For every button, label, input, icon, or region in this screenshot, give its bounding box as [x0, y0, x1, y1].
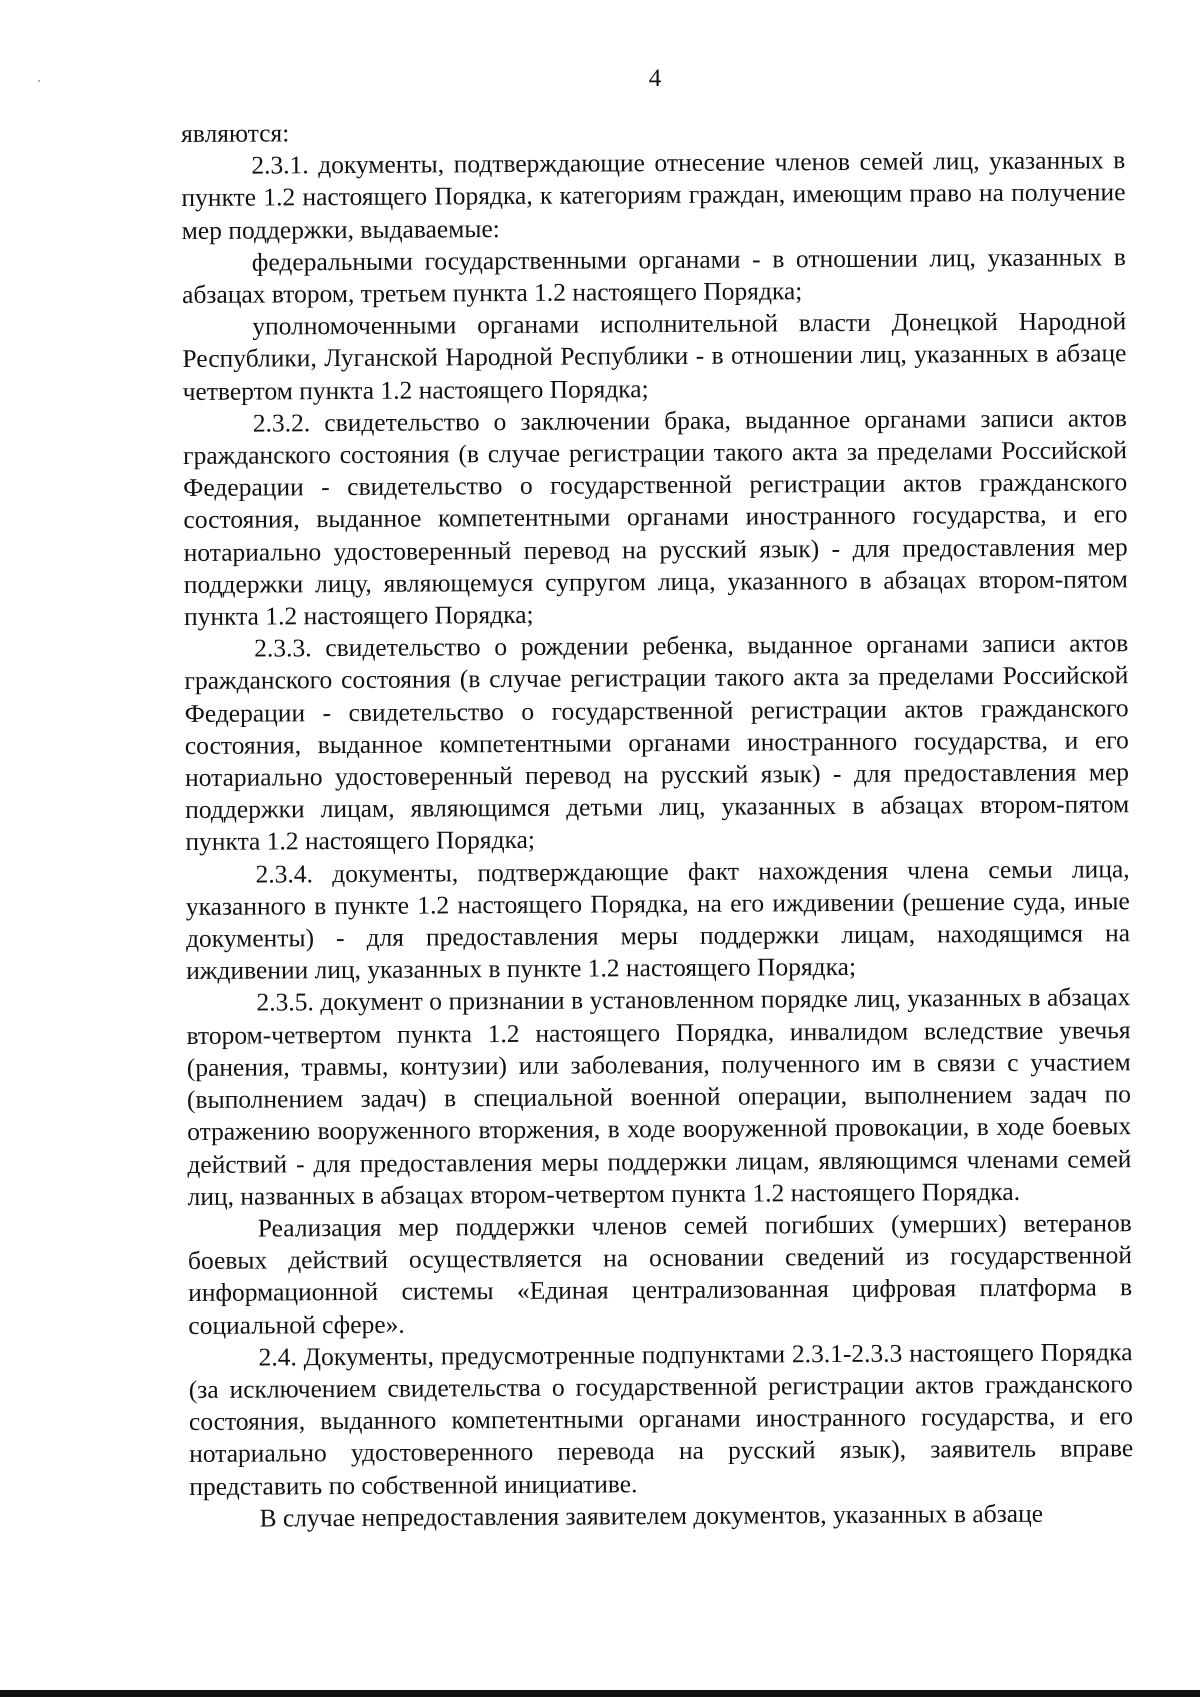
scan-bottom-edge [0, 1690, 1200, 1697]
paragraph-2-4: 2.4. Документы, предусмотренные подпунктами 2.3.1-2.3.3 настоящего Порядка (за исключением свидетельства о государственной регистрации актов гражданского состояния, выданного компетентными органами иностранного государства, и его нотариально удостоверенного перевода на русский язык), заявитель вправе представить по собственной инициативе. [188, 1336, 1134, 1501]
paragraph: Реализация мер поддержки членов семей погибших (умерших) ветеранов боевых действий осуществляется на основании сведений из государственной информационной системы «Единая централизованная цифровая платформа в социальной сфере». [187, 1208, 1133, 1340]
page-number: 4 [648, 65, 662, 92]
paragraph: В случае непредоставления заявителем документов, указанных в абзаце [259, 1498, 1044, 1533]
paragraph-2-3-4: 2.3.4. документы, подтверждающие факт нахождения члена семьи лица, указанного в пункте 1.2 настоящего Порядка, на его иждивении (решение суда, иные документы) - для предоставления меры поддержки лицам, находящимся на иждивении лиц, указанных в пункте 1.2 настоящего Порядка; [185, 853, 1131, 986]
paragraph-2-3-3: 2.3.3. свидетельство о рождении ребенка, выданное органами записи актов гражданского состояния (в случае регистрации такого акта за пределами Российской Федерации - свидетельство о государственной регистрации актов гражданского состояния, выданное компетентными органами иностранного государства, и его нотариально удостоверенный перевод на русский язык) - для предоставления мер поддержки лицам, являющимся детьми лиц, указанных в абзацах втором-пятом пункта 1.2 настоящего Порядка; [184, 628, 1130, 857]
paragraph: являются: [181, 118, 290, 148]
paragraph: уполномоченными органами исполнительной власти Донецкой Народной Республики, Луганской Народной Республики - в отношении лиц, указанных в абзаце четвертом пункта 1.2 настоящего Порядка; [182, 306, 1127, 406]
paragraph: федеральными государственными органами - в отношении лиц, указанных в абзацах втором, третьем пункта 1.2 настоящего Порядка; [181, 242, 1126, 310]
paragraph-2-3-2: 2.3.2. свидетельство о заключении брака, выданное органами записи актов гражданского состояния (в случае регистрации такого акта за пределами Российской Федерации - свидетельство о государственной регистрации актов гражданского состояния, выданное компетентными органами иностранного государства, и его нотариально удостоверенный перевод на русский язык) - для предоставления мер поддержки лицу, являющемуся супругом лица, указанного в абзацах втором-пятом пункта 1.2 настоящего Порядка; [182, 403, 1128, 632]
paragraph-2-3-1: 2.3.1. документы, подтверждающие отнесение членов семей лиц, указанных в пункте 1.2 настоящего Порядка, к категориям граждан, имеющим право на получение мер поддержки, выдаваемые: [181, 145, 1126, 245]
document-body [181, 112, 1134, 1535]
paragraph-2-3-5: 2.3.5. документ о признании в установленном порядке лиц, указанных в абзацах втором-четвертом пункта 1.2 настоящего Порядка, инвалидом вследствие увечья (ранения, травмы, контузии) или заболевания, полученного им в связи с участием (выполнением задач) в специальной военной операции, выполнением задач по отражению вооруженного вторжения, в ходе вооруженной провокации, в ходе боевых действий - для предоставления меры поддержки лицам, являющимся членами семей лиц, названных в абзацах втором-четвертом пункта 1.2 настоящего Порядка. [186, 982, 1132, 1211]
